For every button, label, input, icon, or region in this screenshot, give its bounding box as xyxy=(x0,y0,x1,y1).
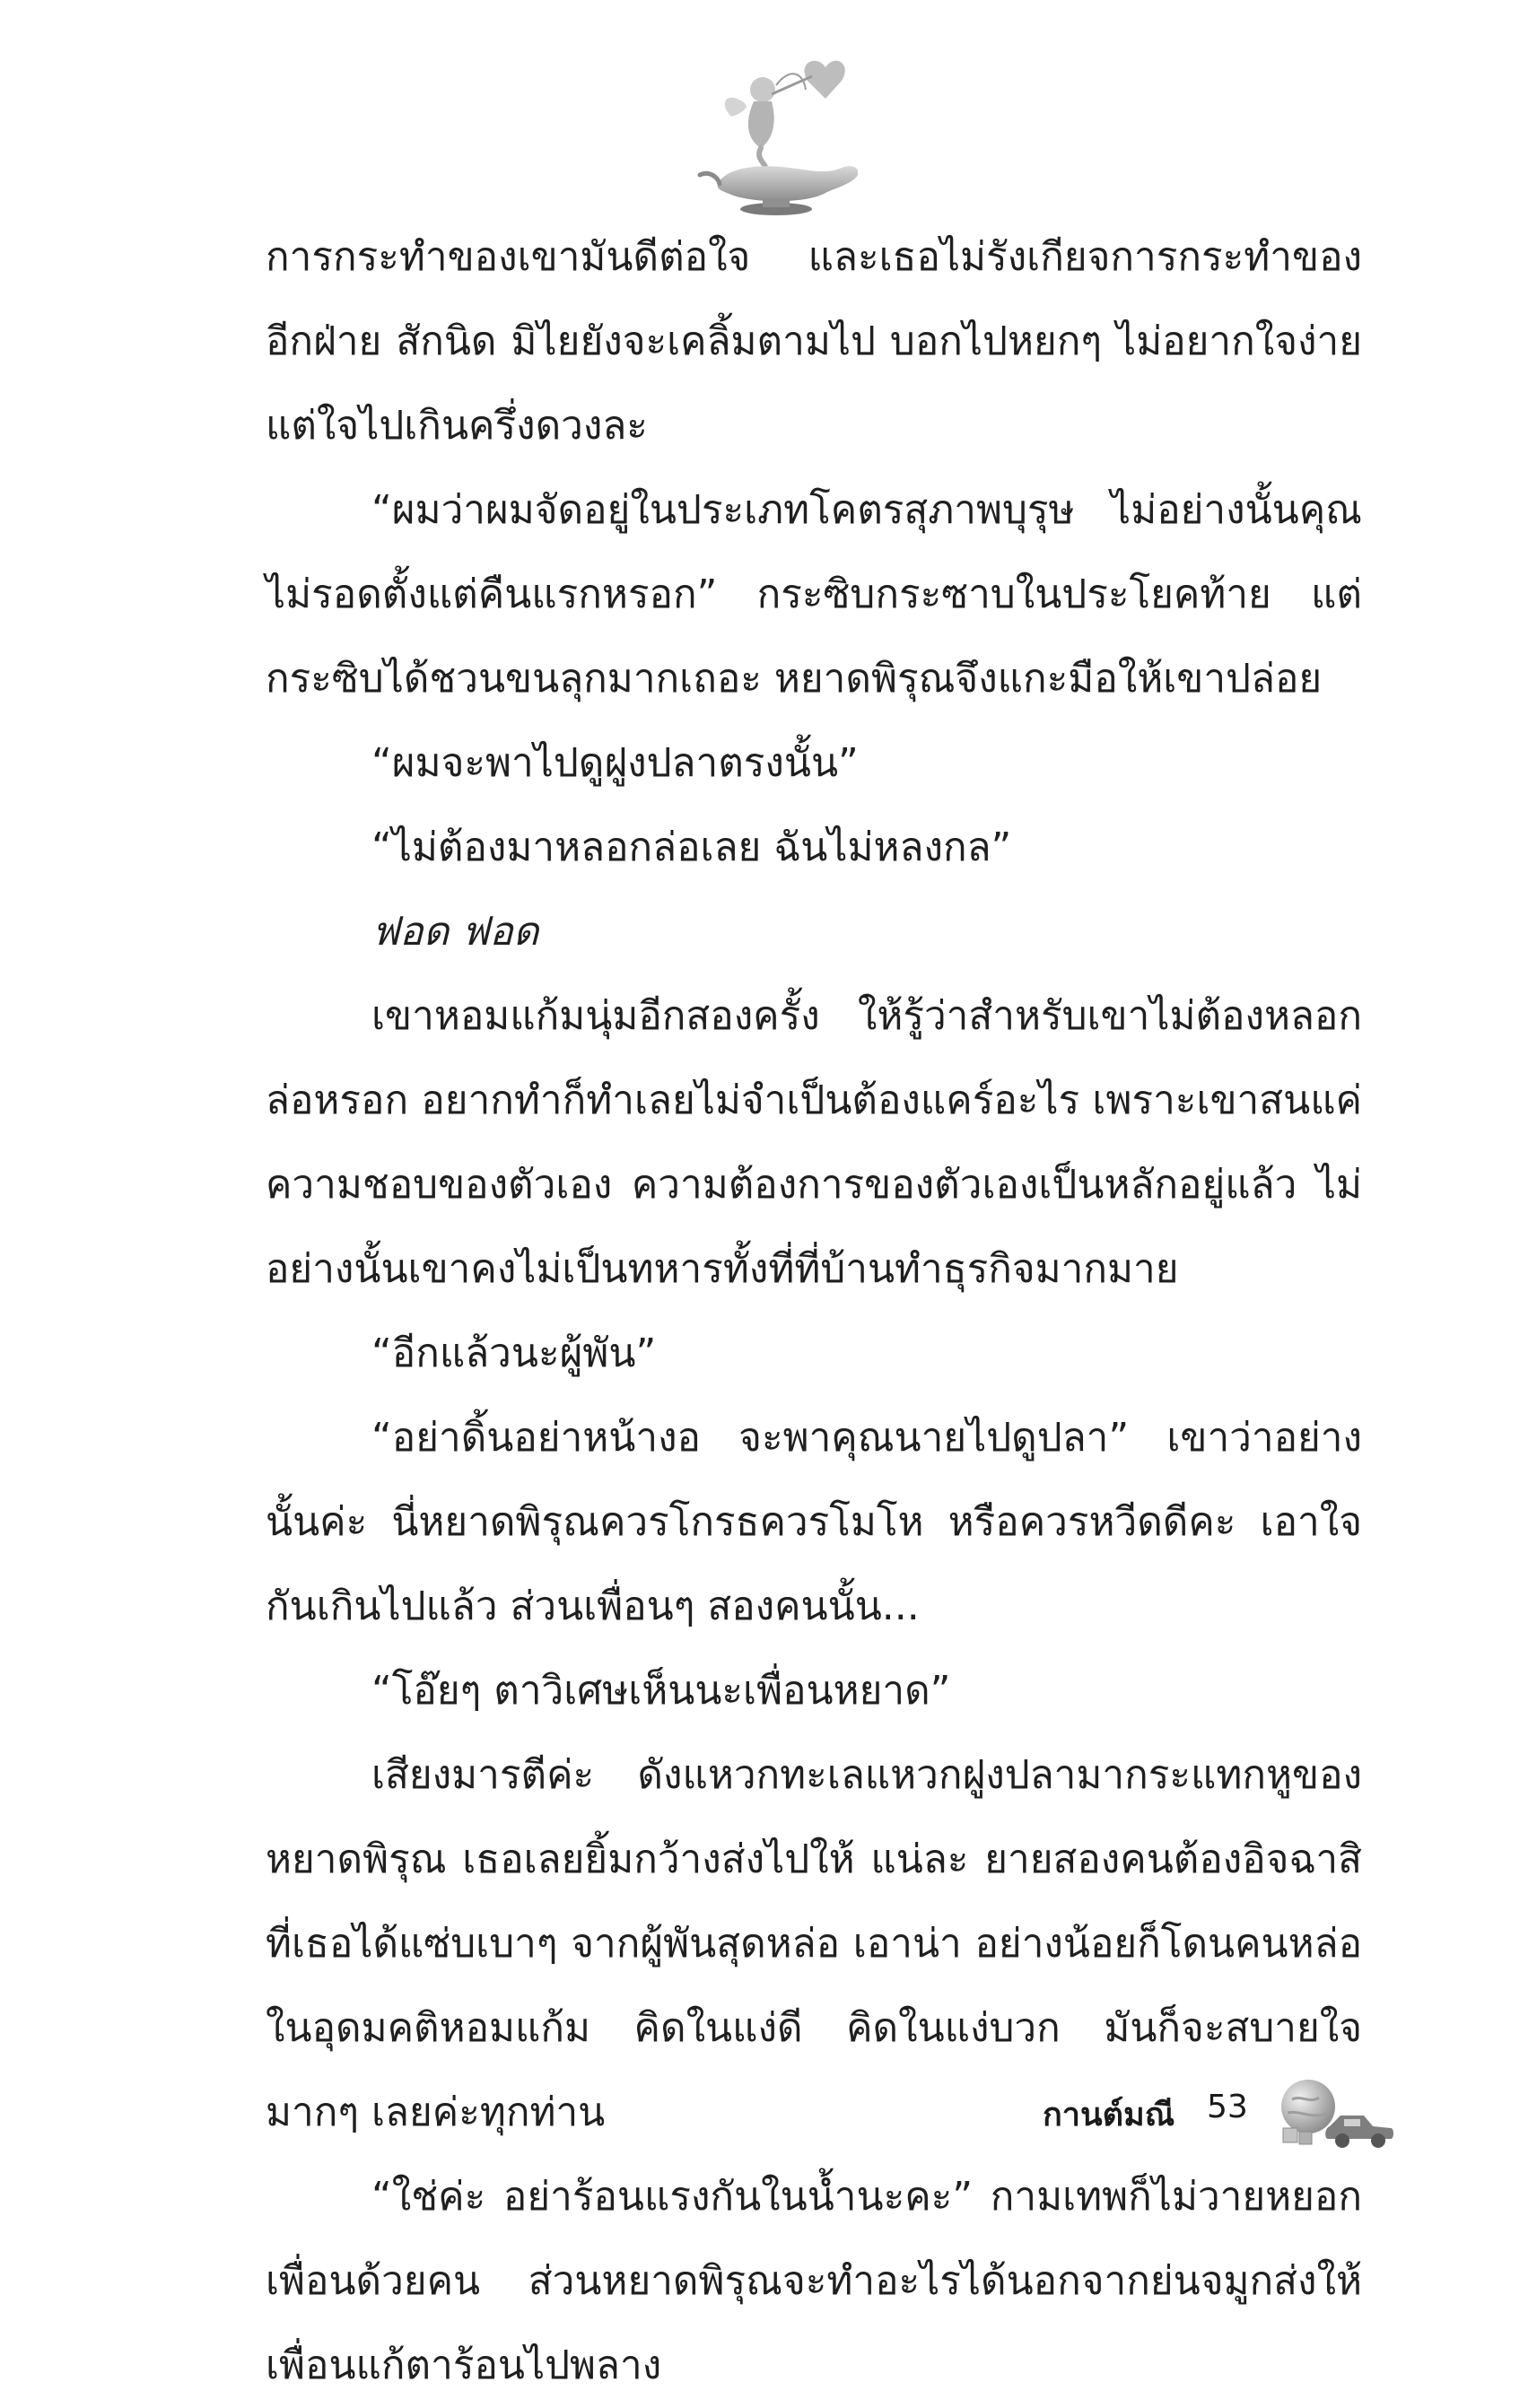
paragraph: “ผมจะพาไปดูฝูงปลาตรงนั้น” xyxy=(371,740,859,786)
paragraph: “อย่าดิ้นอย่าหน้างอ จะพาคุณนายไปดูปลา” เขาว่าอย่างนั้นค่ะ นี่หยาดพิรุณควรโกรธควรโมโห หรือควรหวีดดีคะ เอาใจกันเกินไปแล้ว ส่วนเพื่อนๆ สองคนนั้น... xyxy=(266,1415,1362,1629)
globe-car-toys-icon xyxy=(1274,2072,1400,2153)
paragraph: “โอ๊ยๆ ตาวิเศษเห็นนะเพื่อนหยาด” xyxy=(371,1668,951,1714)
paragraph: ฟอด ฟอด xyxy=(371,909,539,955)
paragraph: เขาหอมแก้มนุ่มอีกสองครั้ง ให้รู้ว่าสำหรับเขาไม่ต้องหลอกล่อหรอก อยากทำก็ทำเลยไม่จำเป็นต้องแคร์อะไร เพราะเขาสนแค่ความชอบของตัวเอง ความต้องการของตัวเองเป็นหลักอยู่แล้ว ไม่อย่างนั้นเขาคงไม่เป็นทหารทั้งที่ที่บ้านทำธุรกิจมากมาย xyxy=(266,993,1362,1292)
paragraph: “ผมว่าผมจัดอยู่ในประเภทโคตรสุภาพบุรุษ ไม่อย่างนั้นคุณไม่รอดตั้งแต่คืนแรกหรอก” กระซิบกระซาบในประโยคท้าย แต่กระซิบได้ชวนขนลุกมากเถอะ หยาดพิรุณจึงแกะมือให้เขาปล่อย xyxy=(266,487,1362,702)
paragraph: เสียงมารตีค่ะ ดังแหวกทะเลแหวกฝูงปลามากระแทกหูของหยาดพิรุณ เธอเลยยิ้มกว้างส่งไปให้ แน่ละ ยายสองคนต้องอิจฉาสิ ที่เธอได้แซ่บเบาๆ จากผู้พันสุดหล่อ เอาน่า อย่างน้อยก็โดนคนหล่อในอุดมคติหอมแก้ม คิดในแง่ดี คิดในแง่บวก มันก็จะสบายใจมากๆ เลยค่ะทุกท่าน xyxy=(266,1752,1362,2135)
page-footer xyxy=(1032,2072,1409,2153)
paragraph: การกระทำของเขามันดีต่อใจ และเธอไม่รังเกียจการกระทำของอีกฝ่าย สักนิด มิไยยังจะเคลิ้มตามไป บอกไปหยกๆ ไม่อยากใจง่าย แต่ใจไปเกินครึ่งดวงละ xyxy=(266,234,1362,449)
paragraph: “อีกแล้วนะผู้พัน” xyxy=(371,1331,657,1376)
paragraph: “ไม่ต้องมาหลอกล่อเลย ฉันไม่หลงกล” xyxy=(371,824,1012,870)
page-number: 53 xyxy=(1207,2089,1248,2125)
genie-lamp-cupid-icon xyxy=(691,49,870,220)
book-title: กานต์มณี xyxy=(1043,2097,1175,2133)
paragraph: “ใช่ค่ะ อย่าร้อนแรงกันในน้ำนะคะ” กามเทพก็ไม่วายหยอกเพื่อนด้วยคน ส่วนหยาดพิรุณจะทำอะไรได้นอกจากย่นจมูกส่งให้เพื่อนแก้ตาร้อนไปพลาง xyxy=(266,2174,1362,2388)
